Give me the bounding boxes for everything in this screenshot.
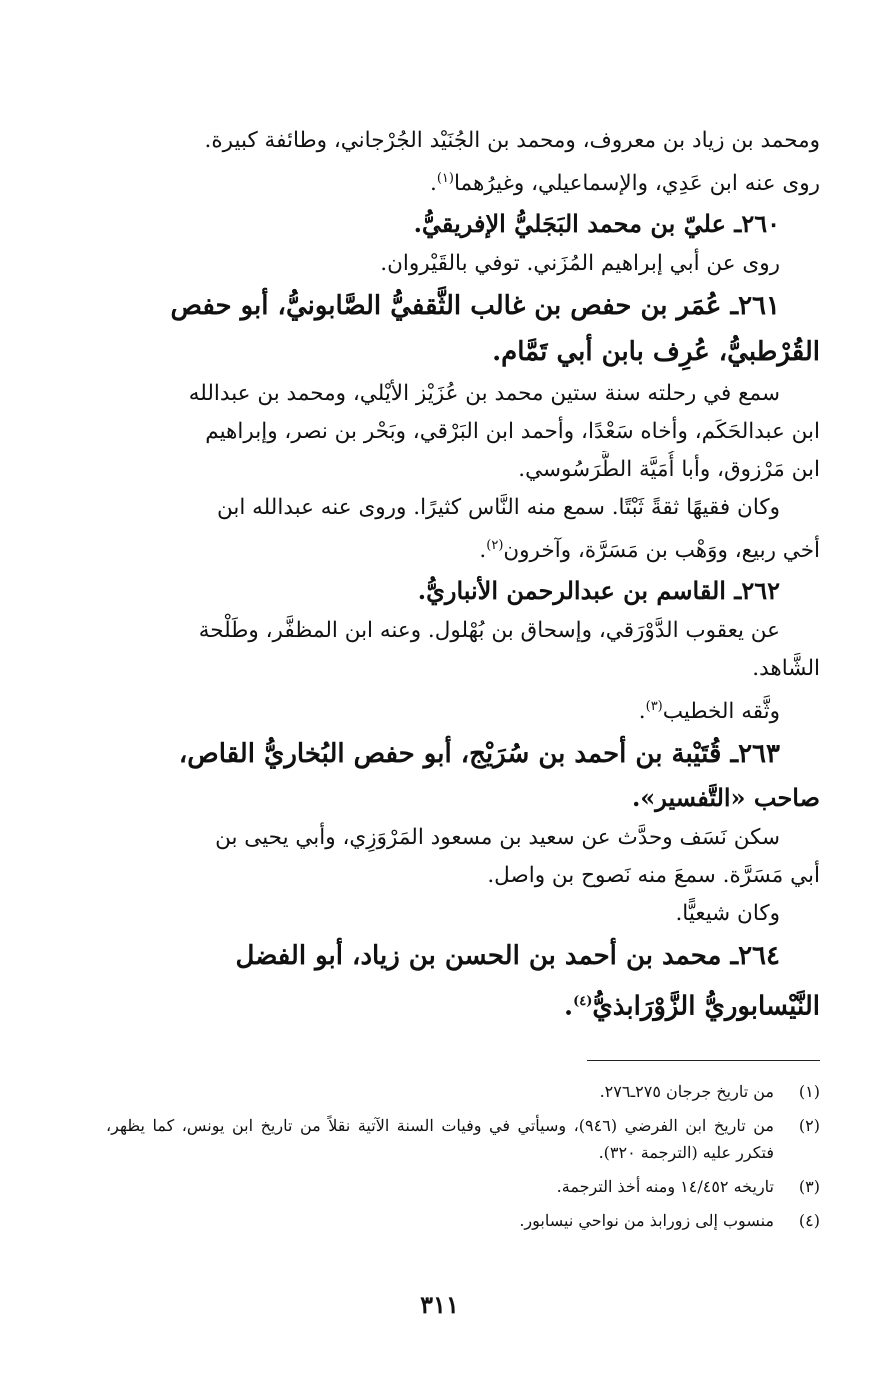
footnotes (106, 1078, 820, 1241)
text-line: أخي ربيع، ووَهْب بن مَسَرَّة، وآخرون$^{(٢)}$. (479, 538, 820, 564)
entry-heading: النَّيْسابوريُّ الزَّوْرَابذيُّ$^{(٤)}$. (564, 992, 820, 1023)
text-line: الشَّاهد. (752, 656, 820, 682)
text-line: ابن مَرْزوق، وأبا أُمَيَّة الطَّرَسُوسي. (518, 457, 820, 483)
text-line: وكان فقيهًا ثقةً ثَبْتًا. سمع منه النَّاس كثيرًا. وروى عنه عبدالله ابن (217, 495, 780, 521)
text-line: روى عن أبي إبراهيم المُزَني. توفي بالقَيْروان. (380, 251, 780, 277)
footnote-divider (587, 1060, 820, 1061)
footnote-number: (٤) (798, 1211, 820, 1230)
footnote-number: (٣) (798, 1177, 820, 1196)
footnote-marker: (١) (436, 171, 454, 186)
entry-heading: القُرْطبيُّ، عُرِف بابن أبي تَمَّام. (492, 337, 820, 368)
footnote-marker: (٢) (486, 538, 504, 554)
footnote (106, 1207, 820, 1234)
page-number: ٣١١ (420, 1290, 459, 1319)
footnote-number: (٢) (798, 1116, 820, 1135)
entry-heading: ٢٦٢ـ القاسم بن عبدالرحمن الأنباريُّ. (417, 576, 780, 606)
text-line: وثَّقه الخطيب$^{(٣)}$. (638, 699, 780, 725)
text-line: سكن نَسَف وحدَّث عن سعيد بن مسعود المَرْوَزِي، وأبي يحيى بن (215, 825, 780, 851)
footnote-marker: (٤) (573, 994, 593, 1010)
text-line: روى عنه ابن عَدِي، والإسماعيلي، وغيرُهما$^{(١)}$. (430, 171, 820, 197)
footnote-marker: (٣) (645, 699, 663, 715)
text-line: ومحمد بن زياد بن معروف، ومحمد بن الجُنَيْد الجُرْجاني، وطائفة كبيرة. (204, 128, 820, 153)
footnote-number: (١) (798, 1082, 820, 1101)
page-body (106, 122, 820, 1030)
text-line: عن يعقوب الدَّوْرَقي، وإسحاق بن بُهْلول. وعنه ابن المظفَّر، وطَلْحة (198, 618, 780, 644)
text-line: سمع في رحلته سنة ستين محمد بن عُزَيْز الأيْلي، ومحمد بن عبدالله (188, 381, 780, 407)
footnote (106, 1078, 820, 1105)
text-line: أبي مَسَرَّة. سمعَ منه نَصوح بن واصل. (487, 863, 820, 889)
footnote-text: من تاريخ ابن الفرضي (٩٤٦)، وسيأتي في وفيات السنة الآتية نقلاً من تاريخ ابن يونس، كما يظهر، فتكرر عليه (الترجمة ٣٢٠). (106, 1116, 774, 1162)
entry-heading: ٢٦١ـ عُمَر بن حفص بن غالب الثَّقفيُّ الصَّابونيُّ، أبو حفص (170, 291, 780, 322)
footnote-text: تاريخه ١٤/٤٥٢ ومنه أخذ الترجمة. (556, 1177, 774, 1196)
footnote (106, 1112, 820, 1166)
entry-heading: صاحب «التَّفسير». (631, 783, 820, 813)
footnote (106, 1173, 820, 1200)
footnote-text: من تاريخ جرجان ٢٧٥ـ٢٧٦. (599, 1082, 774, 1101)
entry-heading: ٢٦٤ـ محمد بن أحمد بن الحسن بن زياد، أبو الفضل (235, 941, 780, 972)
text-line: ابن عبدالحَكَم، وأخاه سَعْدًا، وأحمد ابن البَرْقي، وبَحْر بن نصر، وإبراهيم (205, 419, 820, 445)
entry-heading: ٢٦٠ـ عليّ بن محمد البَجَليُّ الإفريقيُّ. (413, 209, 780, 239)
footnote-text: منسوب إلى زورابذ من نواحي نيسابور. (519, 1211, 774, 1230)
entry-heading: ٢٦٣ـ قُتَيْبة بن أحمد بن سُرَيْج، أبو حفص البُخاريُّ القاص، (178, 739, 780, 770)
text-line: وكان شيعيًّا. (675, 901, 780, 927)
